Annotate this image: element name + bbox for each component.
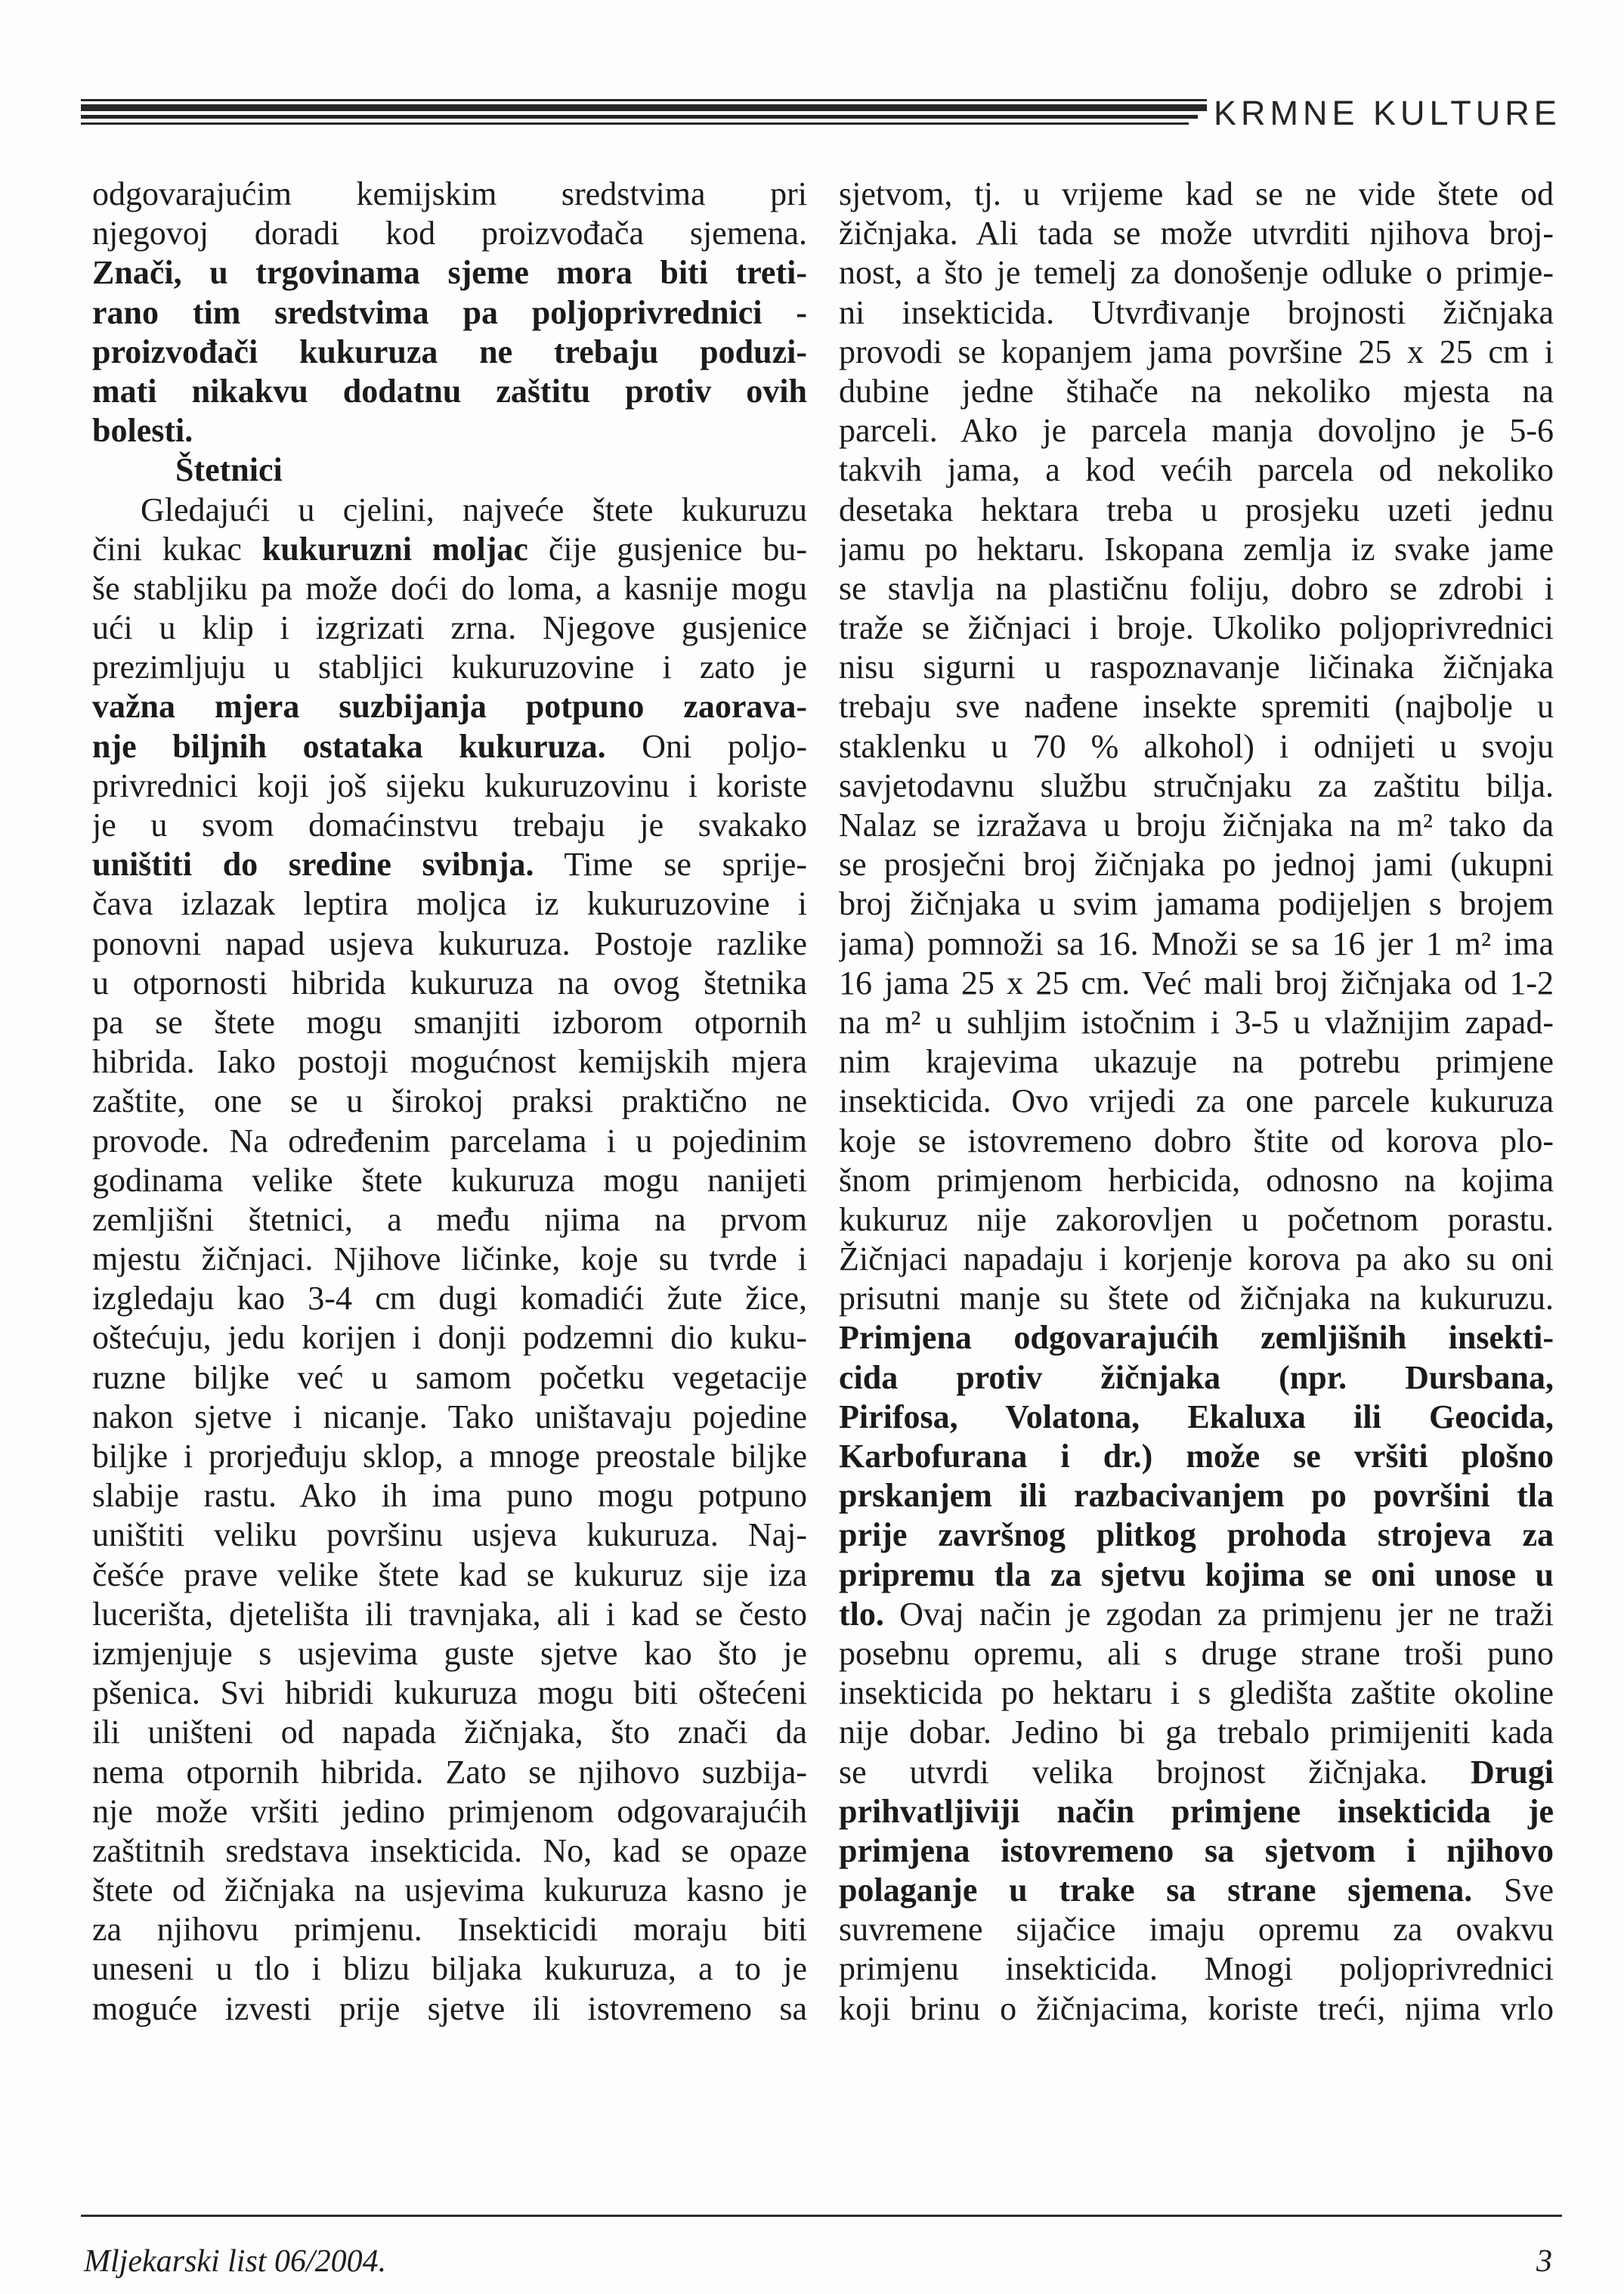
text-run: čini kukac (92, 530, 262, 568)
page-number: 3 (1536, 2244, 1552, 2279)
text-line (839, 450, 1554, 490)
text-line (839, 1437, 1554, 1476)
text-line (92, 1240, 807, 1279)
text-run: njegovoj doradi kod proizvođača sjemena. (92, 215, 807, 252)
text-line (839, 1910, 1554, 1949)
text-line (92, 1556, 807, 1595)
text-line (92, 1279, 807, 1318)
text-line (92, 1476, 807, 1515)
text-line (92, 845, 807, 884)
text-line (839, 1042, 1554, 1082)
text-run: štete od žičnjaka na usjevima kukuruza kasno je (92, 1871, 807, 1909)
bold-text-run: prije završnog plitkog prohoda strojeva za (839, 1516, 1554, 1554)
text-line (839, 1279, 1554, 1318)
text-run: parceli. Ako je parcela manja dovoljno je 5-6 (839, 412, 1554, 450)
right-column (839, 175, 1554, 2029)
header-rule-line (81, 122, 1189, 125)
text-line (92, 1318, 807, 1358)
text-run: nakon sjetve i nicanje. Tako uništavaju pojedine (92, 1398, 807, 1435)
text-line (839, 1753, 1554, 1792)
text-line (839, 1476, 1554, 1515)
text-line (92, 372, 807, 411)
text-run: kukuruz nije zakorovljen u početnom porastu. (839, 1200, 1554, 1238)
text-line (839, 924, 1554, 964)
text-line (92, 569, 807, 608)
text-line (839, 175, 1554, 214)
text-line (839, 372, 1554, 411)
text-line (839, 1556, 1554, 1595)
text-run: nisu sigurni u raspoznavanje ličinaka žičnjaka (839, 649, 1554, 686)
text-line (839, 1358, 1554, 1398)
text-line (92, 411, 807, 450)
text-line (839, 214, 1554, 253)
text-run: broj žičnjaka u svim jamama podijeljen s brojem (839, 885, 1554, 923)
text-line (839, 845, 1554, 884)
header-rule-line (81, 99, 1207, 101)
text-line (839, 766, 1554, 806)
text-line (92, 924, 807, 964)
text-line (839, 1792, 1554, 1831)
text-line (839, 1161, 1554, 1200)
text-run: nim krajevima ukazuje na potrebu primjene (839, 1043, 1554, 1081)
text-line (839, 1595, 1554, 1634)
text-line (92, 1910, 807, 1949)
text-run: pa se štete mogu smanjiti izborom otpornih (92, 1003, 807, 1041)
text-line (839, 1673, 1554, 1713)
text-line (92, 964, 807, 1003)
text-run: godinama velike štete kukuruza mogu nanijeti (92, 1161, 807, 1199)
text-run: mjestu žičnjaci. Njihove ličinke, koje su tvrde i (92, 1240, 807, 1278)
section-heading (92, 450, 807, 490)
text-run: zemljišni štetnici, a među njima na prvom (92, 1200, 807, 1238)
bold-text-run: Znači, u trgovinama sjeme mora biti treti- (92, 254, 807, 292)
text-line (92, 1634, 807, 1673)
text-run: suvremene sijačice imaju opremu za ovakvu (839, 1911, 1554, 1949)
text-run: češće prave velike štete kad se kukuruz sije iza (92, 1556, 807, 1593)
text-line (92, 1753, 807, 1792)
text-line (92, 648, 807, 687)
text-run: lucerišta, djetelišta ili travnjaka, ali i kad se često (92, 1595, 807, 1633)
text-run: biljke i prorjeđuju sklop, a mnoge preostale biljke (92, 1438, 807, 1475)
text-run: slabije rastu. Ako ih ima puno mogu potpuno (92, 1477, 807, 1515)
text-line (839, 1398, 1554, 1437)
text-line (92, 1792, 807, 1831)
text-run: uneseni u tlo i blizu biljaka kukuruza, a to je (92, 1950, 807, 1988)
text-run: prisutni manje su štete od žičnjaka na kukuruzu. (839, 1280, 1554, 1317)
text-run: ući u klip i izgrizati zrna. Njegove gusjenice (92, 609, 807, 647)
text-line (92, 608, 807, 648)
bold-text-run: prskanjem ili razbacivanjem po površini tla (839, 1477, 1554, 1515)
text-run: se utvrdi velika brojnost žičnjaka. (839, 1753, 1471, 1791)
text-run: trebaju sve nađene insekte spremiti (najbolje u (839, 688, 1554, 726)
text-line (839, 1989, 1554, 2029)
bold-text-run: kukuruzni moljac (261, 530, 528, 568)
text-line (92, 1595, 807, 1634)
text-run: nema otpornih hibrida. Zato se njihovo suzbija- (92, 1753, 807, 1791)
text-run: uništiti veliku površinu usjeva kukuruza. Naj- (92, 1516, 807, 1554)
text-line (92, 1042, 807, 1082)
text-run: koje se istovremeno dobro štite od korova plo- (839, 1122, 1554, 1159)
header-rule-line (81, 104, 1207, 111)
text-run: nije dobar. Jedino bi ga trebalo primijeniti kada (839, 1714, 1554, 1751)
text-run: insekticida. Ovo vrijedi za one parcele kukuruza (839, 1082, 1554, 1120)
text-run: izgledaju kao 3-4 cm dugi komadići žute žice, (92, 1280, 807, 1317)
text-line (839, 569, 1554, 608)
text-run: zaštitnih sredstava insekticida. No, kad se opaze (92, 1831, 807, 1869)
text-run: še stabljiku pa može doći do loma, a kasnije mogu (92, 569, 807, 607)
text-run: Žičnjaci napadaju i korjenje korova pa ako su oni (839, 1240, 1554, 1278)
text-line (839, 1871, 1554, 1910)
text-line (92, 806, 807, 845)
text-run: staklenku u 70 % alkohol) i odnijeti u svoju (839, 727, 1554, 765)
text-run: šnom primjenom herbicida, odnosno na kojima (839, 1161, 1554, 1199)
publication-issue: Mljekarski list 06/2004. (84, 2244, 387, 2279)
text-run: takvih jama, a kod većih parcela od nekoliko (839, 451, 1554, 489)
text-run: Nalaz se izražava u broju žičnjaka na m² tako da (839, 806, 1554, 844)
text-run: Time se sprije- (534, 846, 807, 884)
footer-rule (81, 2215, 1562, 2217)
text-line (839, 333, 1554, 372)
bold-text-run: cida protiv žičnjaka (npr. Dursbana, (839, 1358, 1554, 1396)
text-run: odgovarajućim kemijskim sredstvima pri (92, 175, 807, 212)
bold-text-run: tlo. (839, 1595, 884, 1633)
text-run: primjenu insekticida. Mnogi poljoprivrednici (839, 1950, 1554, 1988)
text-run: sjetvom, tj. u vrijeme kad se ne vide štete od (839, 175, 1554, 212)
text-line (92, 1949, 807, 1989)
text-line (839, 1200, 1554, 1240)
text-line (92, 687, 807, 726)
text-line (92, 1989, 807, 2029)
text-line (839, 1122, 1554, 1161)
text-line (839, 964, 1554, 1003)
text-run: desetaka hektara treba u prosjeku uzeti jednu (839, 491, 1554, 528)
text-line (92, 1398, 807, 1437)
bold-text-run: Pirifosa, Volatona, Ekaluxa ili Geocida, (839, 1398, 1554, 1435)
text-run: Ovaj način je zgodan za primjenu jer ne traži (883, 1595, 1554, 1633)
text-run: traže se žičnjaci i broje. Ukoliko poljoprivrednici (839, 609, 1554, 647)
text-line (92, 1122, 807, 1161)
text-run: jama) pomnoži sa 16. Množi se sa 16 jer 1 m² ima (839, 924, 1554, 962)
text-run: za njihovu primjenu. Insekticidi moraju biti (92, 1911, 807, 1949)
text-line (839, 1713, 1554, 1752)
text-line (92, 766, 807, 806)
text-run: Sve (1472, 1871, 1554, 1909)
text-run: jamu po hektaru. Iskopana zemlja iz svake jame (839, 530, 1554, 568)
text-run: dubine jedne štihače na nekoliko mjesta na (839, 372, 1554, 410)
text-run: ni insekticida. Utvrđivanje brojnosti žičnjaka (839, 293, 1554, 331)
text-run: privrednici koji još sijeku kukuruzovinu i koriste (92, 766, 807, 804)
text-run: zaštite, one se u širokoj praksi praktično ne (92, 1082, 807, 1120)
text-line (839, 1003, 1554, 1042)
text-line (839, 1634, 1554, 1673)
text-line (92, 253, 807, 293)
text-run: nje može vršiti jedino primjenom odgovarajućih (92, 1792, 807, 1830)
text-line (92, 1515, 807, 1555)
text-line (839, 1318, 1554, 1358)
text-line (92, 1082, 807, 1121)
text-run: moguće izvesti prije sjetve ili istovremeno sa (92, 1989, 807, 2027)
text-run: hibrida. Iako postoji mogućnost kemijskih mjera (92, 1043, 807, 1081)
text-run: Gledajući u cjelini, najveće štete kukuruzu (141, 491, 807, 528)
text-run: ponovni napad usjeva kukuruza. Postoje razlike (92, 924, 807, 962)
bold-text-run: primjena istovremeno sa sjetvom i njihovo (839, 1831, 1554, 1869)
bold-text-run: proizvođači kukuruza ne trebaju poduzi- (92, 333, 807, 370)
text-line (92, 1437, 807, 1476)
text-line (92, 1200, 807, 1240)
text-line (92, 1358, 807, 1398)
bold-text-run: Primjena odgovarajućih zemljišnih insekti- (839, 1319, 1554, 1357)
bold-text-run: uništiti do sredine svibnja. (92, 846, 534, 884)
text-line (92, 1003, 807, 1042)
text-line (839, 884, 1554, 924)
bold-text-run: rano tim sredstvima pa poljoprivrednici - (92, 293, 807, 331)
text-line (839, 253, 1554, 293)
text-line (92, 1831, 807, 1871)
text-line (92, 491, 807, 530)
text-run: ruzne biljke već u samom početku vegetacije (92, 1358, 807, 1396)
text-run: se stavlja na plastičnu foliju, dobro se zdrobi i (839, 569, 1554, 607)
text-line (839, 727, 1554, 766)
bold-text-run: prihvatljiviji način primjene insekticida je (839, 1792, 1554, 1830)
text-run: prezimljuju u stabljici kukuruzovine i zato je (92, 649, 807, 686)
header-rule (81, 99, 1207, 132)
text-line (839, 491, 1554, 530)
text-run: pšenica. Svi hibridi kukuruza mogu biti oštećeni (92, 1674, 807, 1712)
text-line (839, 806, 1554, 845)
text-run: čava izlazak leptira moljca iz kukuruzovine i (92, 885, 807, 923)
text-run: provodi se kopanjem jama površine 25 x 25 cm i (839, 333, 1554, 370)
text-line (92, 175, 807, 214)
left-column (92, 175, 807, 2029)
text-run: je u svom domaćinstvu trebaju je svakako (92, 806, 807, 844)
text-line (839, 1949, 1554, 1989)
bold-text-run: važna mjera suzbijanja potpuno zaorava- (92, 688, 807, 726)
text-run: 16 jama 25 x 25 cm. Već mali broj žičnjaka od 1-2 (839, 964, 1554, 1001)
text-line (92, 293, 807, 333)
bold-text-run: bolesti. (92, 412, 193, 450)
bold-text-run: Drugi (1471, 1753, 1554, 1791)
text-line (92, 884, 807, 924)
text-run: nost, a što je temelj za donošenje odluke o primje- (839, 254, 1554, 292)
text-line (839, 530, 1554, 569)
bold-text-run: Karbofurana i dr.) može se vršiti plošno (839, 1438, 1554, 1475)
text-line (839, 608, 1554, 648)
text-run: ili uništeni od napada žičnjaka, što znači da (92, 1714, 807, 1751)
text-run: na m² u suhljim istočnim i 3-5 u vlažnijim zapad- (839, 1003, 1554, 1041)
text-run: žičnjaka. Ali tada se može utvrditi njihova broj- (839, 215, 1554, 252)
header-rule-line (81, 115, 1198, 119)
text-line (92, 214, 807, 253)
text-line (839, 1831, 1554, 1871)
bold-text-run: Štetnici (175, 451, 283, 489)
text-line (839, 648, 1554, 687)
text-line (839, 687, 1554, 726)
text-run: izmjenjuje s usjevima guste sjetve kao što je (92, 1634, 807, 1672)
text-run: savjetodavnu službu stručnjaku za zaštitu bilja. (839, 766, 1554, 804)
text-line (92, 727, 807, 766)
text-run: u otpornosti hibrida kukuruza na ovog štetnika (92, 964, 807, 1001)
text-line (839, 1515, 1554, 1555)
text-line (92, 1161, 807, 1200)
text-run: oštećuju, jedu korijen i donji podzemni dio kuku- (92, 1319, 807, 1357)
text-run: čije gusjenice bu- (527, 530, 807, 568)
text-line (839, 1240, 1554, 1279)
text-run: provode. Na određenim parcelama i u pojedinim (92, 1122, 807, 1159)
text-line (839, 411, 1554, 450)
text-line (92, 1713, 807, 1752)
text-run: insekticida po hektaru i s gledišta zaštite okoline (839, 1674, 1554, 1712)
text-run: koji brinu o žičnjacima, koriste treći, njima vrlo (839, 1989, 1554, 2027)
text-line (92, 1871, 807, 1910)
text-line (92, 333, 807, 372)
bold-text-run: mati nikakvu dodatnu zaštitu protiv ovih (92, 372, 807, 410)
bold-text-run: pripremu tla za sjetvu kojima se oni unose u (839, 1556, 1554, 1593)
bold-text-run: nje biljnih ostataka kukuruza. (92, 727, 606, 765)
text-line (92, 1673, 807, 1713)
bold-text-run: polaganje u trake sa strane sjemena. (839, 1871, 1473, 1909)
section-title: KRMNE KULTURE (1214, 94, 1561, 132)
text-line (839, 293, 1554, 333)
text-run: se prosječni broj žičnjaka po jednoj jami (ukupni (839, 846, 1554, 884)
text-line (839, 1082, 1554, 1121)
text-line (92, 530, 807, 569)
text-run: posebnu opremu, ali s druge strane troši puno (839, 1634, 1554, 1672)
text-run: Oni poljo- (605, 727, 807, 765)
